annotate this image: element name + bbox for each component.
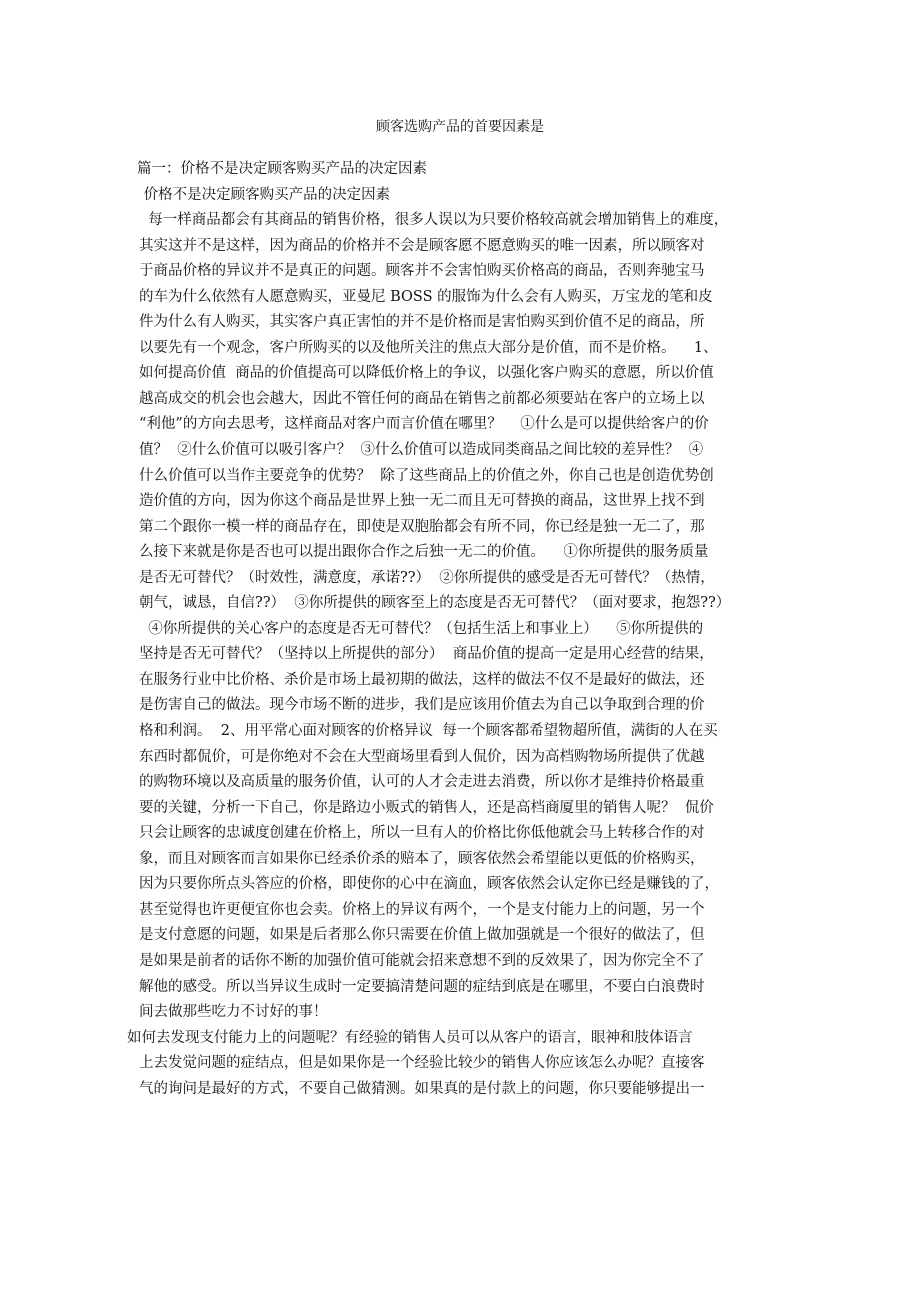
document-title: 顾客选购产品的首要因素是 (376, 119, 544, 135)
text-line: ④你所提供的关心客户的态度是否无可替代？（包括生活上和事业上） ⑤你所提供的 (139, 620, 704, 637)
text-line: 要的关键，分析一下自己，你是路边小贩式的销售人，还是高档商厦里的销售人呢？ 侃价 (139, 799, 714, 816)
text-line: 越高成交的机会也会越大，因此不管任何的商品在销售之前都必须要站在客户的立场上以 (139, 390, 705, 407)
text-line: 是伤害自己的做法。现今市场不断的进步，我们是应该用价值去为自己以争取到合理的价 (139, 697, 705, 714)
text-line: “利他”的方向去思考，这样商品对客户而言价值在哪里？ ①什么是可以提供给客户的价 (139, 416, 709, 433)
text-line: 只会让顾客的忠诚度创建在价格上，所以一旦有人的价格比你低他就会马上转移合作的对 (139, 825, 705, 842)
text-line: 解他的感受。所以当异议生成时一定要搞清楚问题的症结到底是在哪里，不要白白浪费时 (139, 978, 705, 995)
text-line: 第二个跟你一模一样的商品存在，即使是双胞胎都会有所不同，你已经是独一无二了，那 (139, 518, 705, 535)
text-line: 如何提高价值 商品的价值提高可以降低价格上的争议，以强化客户购买的意愿，所以价值 (139, 365, 714, 382)
text-line: 格和利润。 2、用平常心面对顾客的价格异议 每一个顾客都希望物超所值，满街的人在买 (139, 723, 718, 740)
text-line: 篇一：价格不是决定顾客购买产品的决定因素 (137, 161, 427, 177)
text-line: 坚持是否无可替代？（坚持以上所提供的部分） 商品价值的提高一定是用心经营的结果， (139, 646, 714, 663)
text-line: 于商品价格的异议并不是真正的问题。顾客并不会害怕购买价格高的商品，否则奔驰宝马 (139, 263, 705, 280)
text-line: 什么价值可以当作主要竞争的优势？ 除了这些商品上的价值之外，你自己也是创造优势创 (139, 467, 714, 484)
text-line: 是如果是前者的话你不断的加强价值可能就会招来意想不到的反效果了，因为你完全不了 (139, 952, 705, 969)
text-line: 造价值的方向，因为你这个商品是世界上独一无二而且无可替换的商品，这世界上找不到 (139, 493, 705, 510)
text-line: 间去做那些吃力不讨好的事！ (139, 1004, 328, 1021)
text-line: 的车为什么依然有人愿意购买，亚曼尼 BOSS 的服饰为什么会有人购买，万宝龙的笔和皮 (139, 288, 713, 305)
text-line: 甚至觉得也许更便宜你也会卖。价格上的异议有两个，一个是支付能力上的问题，另一个 (139, 901, 705, 918)
text-line: 其实这并不是这样，因为商品的价格并不会是顾客愿不愿意购买的唯一因素，所以顾客对 (139, 237, 705, 254)
text-line: 每一样商品都会有其商品的销售价格，很多人误以为只要价格较高就会增加销售上的难度， (139, 212, 729, 229)
text-line: 以要先有一个观念，客户所购买的以及他所关注的焦点大部分是价值，而不是价格。 1、 (139, 339, 718, 356)
text-line: 么接下来就是你是否也可以提出跟你合作之后独一无二的价值。 ①你所提供的服务质量 (139, 544, 709, 561)
text-line: 朝气，诚恳，自信??） ③你所提供的顾客至上的态度是否无可替代？（面对要求，抱怨??） (139, 595, 731, 612)
text-line: 的购物环境以及高质量的服务价值，认可的人才会走进去消费，所以你才是维持价格最重 (139, 774, 705, 791)
text-line: 值？ ②什么价值可以吸引客户？ ③什么价值可以造成同类商品之间比较的差异性？ ④ (139, 442, 704, 459)
text-line: 气的询问是最好的方式，不要自己做猜测。如果真的是付款上的问题，你只要能够提出一 (139, 1080, 705, 1097)
document-body (127, 157, 789, 1102)
text-line: 因为只要你所点头答应的价格，即使你的心中在滴血，顾客依然会认定你已经是赚钱的了， (139, 876, 719, 893)
text-line: 是否无可替代？（时效性，满意度，承诺??） ②你所提供的感受是否无可替代？（热情， (139, 569, 715, 586)
text-line: 上去发觉问题的症结点，但是如果你是一个经验比较少的销售人你应该怎么办呢？直接客 (139, 1055, 705, 1072)
text-line: 在服务行业中比价格、杀价是市场上最初期的做法，这样的做法不仅不是最好的做法，还 (139, 671, 705, 688)
text-line: 是支付意愿的问题，如果是后者那么你只需要在价值上做加强就是一个很好的做法了，但 (139, 927, 705, 944)
text-line: 如何去发现支付能力上的问题呢？有经验的销售人员可以从客户的语言，眼神和肢体语言 (127, 1029, 693, 1046)
text-line: 价格不是决定顾客购买产品的决定因素 (139, 186, 391, 203)
text-line: 东西时都侃价，可是你绝对不会在大型商场里看到人侃价，因为高档购物场所提供了优越 (139, 748, 705, 765)
text-line: 象，而且对顾客而言如果你已经杀价杀的赔本了，顾客依然会希望能以更低的价格购买， (139, 850, 705, 867)
text-line: 件为什么有人购买，其实客户真正害怕的并不是价格而是害怕购买到价值不足的商品，所 (139, 314, 705, 331)
